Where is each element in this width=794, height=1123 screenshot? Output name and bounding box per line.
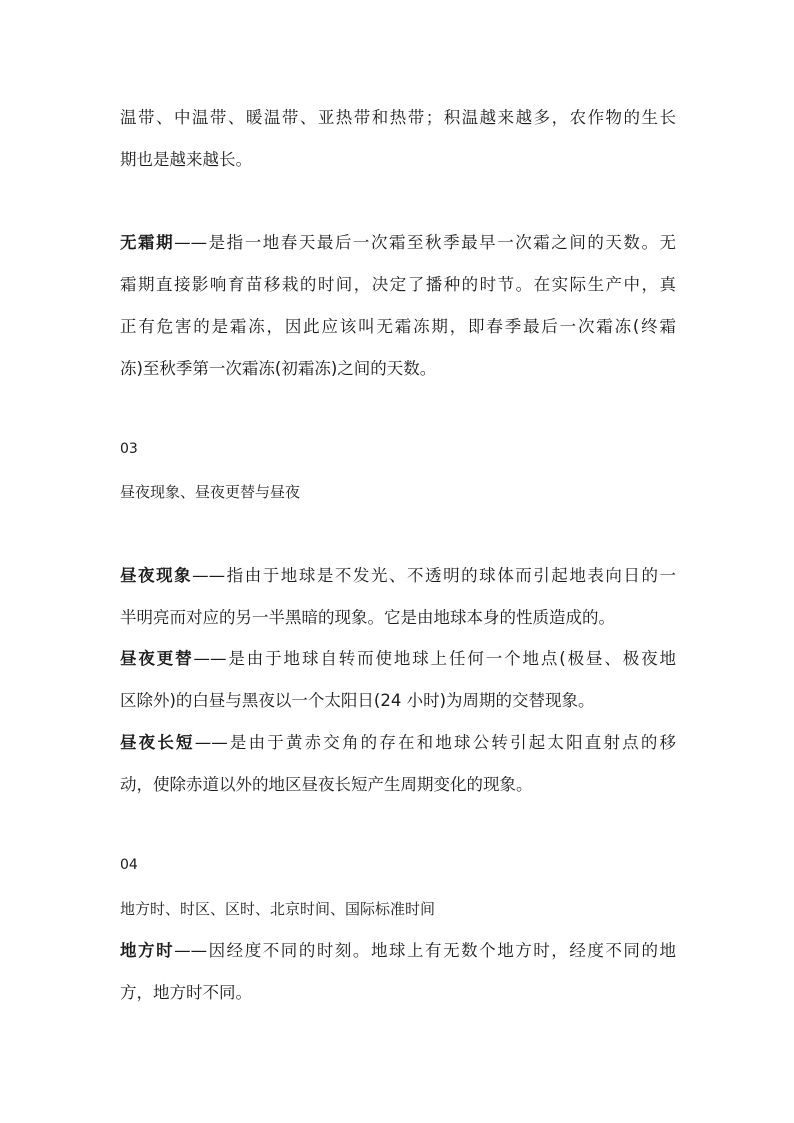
term-frost-free-period: 无霜期 [120,233,175,252]
paragraph-line: 霜期直接影响育苗移栽的时间，决定了播种的时节。在实际生产中，真 [120,275,676,294]
section-title: 昼夜现象、昼夜更替与昼夜 [120,483,301,501]
paragraph-line: 方，地方时不同。 [120,983,252,1002]
definition-text: ——指由于地球是不发光、不透明的球体而引起地表向日的一 [192,566,677,585]
paragraph-line [120,731,676,755]
paragraph-line: 动，使除赤道以外的地区昼夜长短产生周期变化的现象。 [120,775,533,794]
definition-text: ——因经度不同的时刻。地球上有无数个地方时，经度不同的地 [174,941,677,960]
paragraph-line: 冻)至秋季第一次霜冻(初霜冻)之间的天数。 [120,359,437,378]
paragraph-line: 区除外)的白昼与黑夜以一个太阳日(24 小时)为周期的交替现象。 [120,691,595,710]
paragraph-line [120,647,676,671]
paragraph-line: 半明亮而对应的另一半黑暗的现象。它是由地球本身的性质造成的。 [120,608,615,627]
paragraph-line [120,231,676,255]
definition-text: ——是由于黄赤交角的存在和地球公转引起太阳直射点的移 [194,733,677,752]
term-local-time: 地方时 [120,941,175,960]
section-number: 03 [120,441,138,457]
paragraph-line [120,564,676,588]
paragraph-line: 温带、中温带、暖温带、亚热带和热带；积温越来越多，农作物的生长 [120,108,676,127]
definition-text: ——是指一地春天最后一次霜至秋季最早一次霜之间的天数。无 [174,233,677,252]
definition-text: ——是由于地球自转而使地球上任何一个地点(极昼、极夜地 [193,649,677,668]
section-number: 04 [120,857,138,873]
term-day-night-length: 昼夜长短 [120,733,195,752]
section-title: 地方时、时区、区时、北京时间、国际标准时间 [120,900,436,918]
paragraph-line: 期也是越来越长。 [120,150,252,169]
paragraph-line: 正有危害的是霜冻，因此应该叫无霜冻期，即春季最后一次霜冻(终霜 [120,317,676,336]
term-day-night-alternation: 昼夜更替 [120,649,194,668]
term-day-night-phenomenon: 昼夜现象 [120,566,193,585]
paragraph-line [120,939,676,963]
